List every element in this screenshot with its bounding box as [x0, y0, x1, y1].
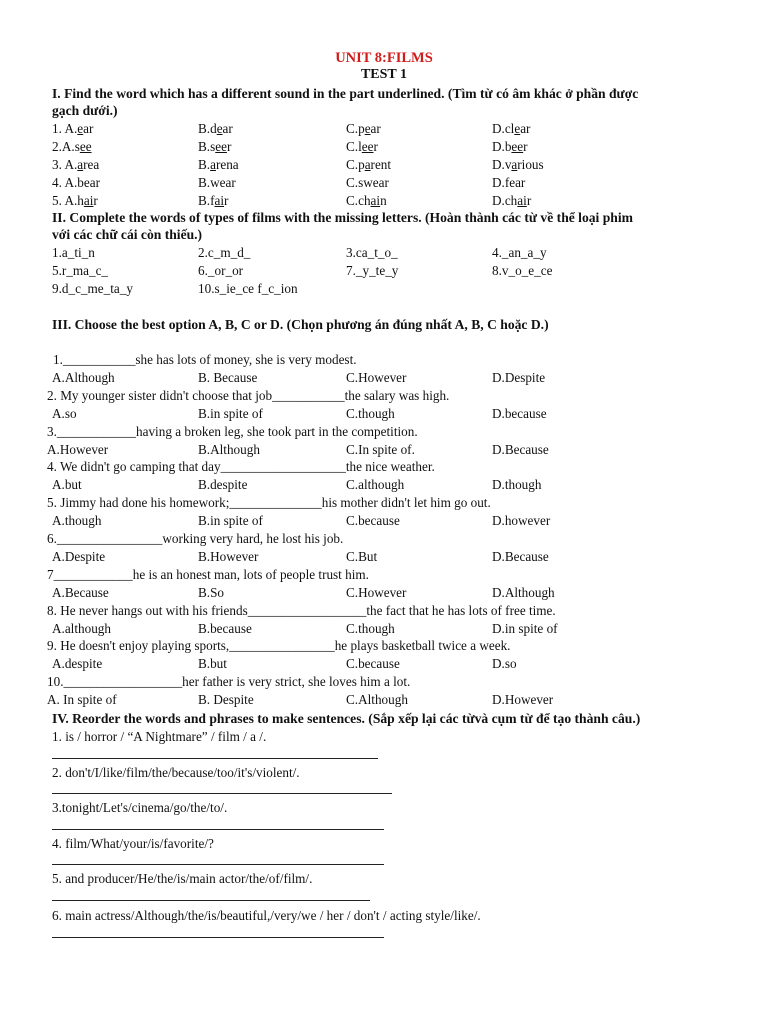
answer-line[interactable] — [52, 758, 378, 759]
answer-option: D.in spite of — [492, 621, 558, 636]
option-text: r — [226, 139, 232, 154]
section1-option — [198, 193, 228, 209]
answer-line[interactable] — [52, 864, 384, 865]
missing-letters-item: 2.c_m_d_ — [198, 245, 251, 260]
option-text: A. — [64, 157, 78, 172]
question-stem: 9. He doesn't enjoy playing sports,________________he plays basketball twice a week. — [47, 638, 511, 653]
question-stem: 1.___________she has lots of money, she is very modest. — [53, 352, 357, 367]
option-text: rent — [370, 157, 392, 172]
option-text: r — [526, 193, 532, 208]
option-text: C.swear — [346, 175, 389, 190]
section1-option — [52, 139, 92, 155]
missing-letters-item: 7._y_te_y — [346, 263, 399, 278]
option-text: C.p — [346, 121, 365, 136]
missing-letters-item: 6._or_or — [198, 263, 244, 278]
underlined-sound: e — [364, 121, 371, 136]
page-subtitle: TEST 1 — [360, 67, 408, 82]
answer-option: D.however — [492, 513, 551, 528]
underlined-sound: e — [216, 121, 223, 136]
answer-option: A.though — [52, 513, 102, 528]
underlined-sound: a — [77, 157, 84, 172]
missing-letters-item: 10.s_ie_ce f_c_ion — [198, 281, 298, 296]
underlined-sound: a — [511, 157, 518, 172]
answer-line[interactable] — [52, 900, 370, 901]
answer-line[interactable] — [52, 937, 384, 938]
option-text: r — [523, 139, 528, 154]
missing-letters-item: 9.d_c_me_ta_y — [52, 281, 133, 296]
reorder-item: 5. and producer/He/the/is/main actor/the/of/film/. — [52, 871, 313, 886]
question-stem: 7____________he is an honest man, lots of people trust him. — [47, 567, 369, 582]
question-stem: 6.________________working very hard, he lost his job. — [47, 531, 344, 546]
section1-option — [492, 139, 528, 155]
option-text: r — [224, 193, 229, 208]
underlined-sound: e — [514, 121, 521, 136]
answer-option: B.despite — [198, 477, 248, 492]
option-text: D.ch — [492, 193, 518, 208]
section2-heading-line1: II. Complete the words of types of films with the missing letters. (Hoàn thành các từ về thể loại phim — [52, 210, 633, 225]
answer-line[interactable] — [52, 829, 384, 830]
section1-option — [52, 175, 100, 191]
answer-option: A.Despite — [52, 549, 106, 564]
answer-option: A. In spite of — [47, 692, 117, 707]
answer-option: A.Because — [52, 585, 109, 600]
option-text: B.d — [198, 121, 217, 136]
option-text: r — [93, 193, 98, 208]
section1-option — [492, 193, 531, 209]
underlined-sound: ai — [83, 193, 94, 208]
answer-option: B.So — [198, 585, 225, 600]
option-text: B.s — [198, 139, 216, 154]
underlined-sound: ee — [361, 139, 374, 154]
answer-option: D.Because — [492, 549, 549, 564]
section1-option — [346, 175, 389, 191]
reorder-item: 1. is / horror / “A Nightmare” / film / a /. — [52, 729, 267, 744]
option-text: B. — [198, 157, 211, 172]
question-stem: 8. He never hangs out with his friends__________________the fact that he has lots of free time. — [47, 603, 556, 618]
option-text: rious — [517, 157, 544, 172]
question-number: 1. — [52, 121, 65, 136]
answer-option: B.but — [198, 656, 227, 671]
option-text: A.bear — [64, 175, 100, 190]
section1-heading-line2: gạch dưới.) — [52, 103, 118, 118]
option-text: D.cl — [492, 121, 515, 136]
section1-option — [198, 175, 236, 191]
answer-option: C.Although — [346, 692, 408, 707]
answer-option: A.but — [52, 477, 82, 492]
option-text: D.fear — [492, 175, 526, 190]
underlined-sound: ee — [215, 139, 227, 154]
answer-option: A.although — [52, 621, 111, 636]
answer-option: B. Because — [198, 370, 258, 385]
section1-option — [52, 193, 98, 209]
option-text: A. — [64, 121, 78, 136]
answer-option: C.In spite of. — [346, 442, 415, 457]
answer-option: B.in spite of — [198, 406, 263, 421]
question-number: 4. — [52, 175, 65, 190]
section1-option — [346, 139, 378, 155]
missing-letters-item: 1.a_ti_n — [52, 245, 95, 260]
underlined-sound: ee — [79, 139, 92, 154]
question-stem: 2. My younger sister didn't choose that job___________the salary was high. — [47, 388, 450, 403]
answer-option: D.because — [492, 406, 547, 421]
section1-option — [346, 193, 387, 209]
section1-option — [346, 157, 391, 173]
option-text: ar — [370, 121, 381, 136]
answer-option: D.though — [492, 477, 542, 492]
answer-option: A.so — [52, 406, 77, 421]
underlined-sound: a — [364, 157, 371, 172]
answer-option: B. Despite — [198, 692, 254, 707]
answer-option: D.so — [492, 656, 517, 671]
option-text: A.h — [64, 193, 84, 208]
section1-option — [198, 121, 233, 137]
answer-option: B.because — [198, 621, 252, 636]
question-number: 5. — [52, 193, 65, 208]
missing-letters-item: 3.ca_t_o_ — [346, 245, 398, 260]
question-number: 2. — [52, 139, 62, 154]
reorder-item: 3.tonight/Let's/cinema/go/the/to/. — [52, 800, 228, 815]
reorder-item: 2. don't/I/like/film/the/because/too/it's/violent/. — [52, 765, 300, 780]
answer-option: C.However — [346, 585, 407, 600]
answer-option: B.However — [198, 549, 259, 564]
underlined-sound: ai — [370, 193, 381, 208]
option-text: ar — [83, 121, 94, 136]
answer-option: D.Because — [492, 442, 549, 457]
answer-option: B.in spite of — [198, 513, 263, 528]
question-stem: 5. Jimmy had done his homework;______________his mother didn't let him go out. — [47, 495, 491, 510]
option-text: B.f — [198, 193, 215, 208]
missing-letters-item: 4._an_a_y — [492, 245, 547, 260]
section1-option — [492, 175, 525, 191]
section1-option — [198, 157, 239, 173]
underlined-sound: ai — [214, 193, 225, 208]
option-text: C.l — [346, 139, 362, 154]
answer-option: C.However — [346, 370, 407, 385]
option-text: r — [373, 139, 378, 154]
option-text: D.v — [492, 157, 512, 172]
answer-option: C.though — [346, 621, 395, 636]
option-text: ar — [520, 121, 531, 136]
section1-option — [52, 121, 93, 137]
section1-option — [346, 121, 381, 137]
option-text: D.b — [492, 139, 512, 154]
option-text: ar — [222, 121, 233, 136]
option-text: n — [380, 193, 387, 208]
underlined-sound: ee — [511, 139, 524, 154]
question-number: 3. — [52, 157, 65, 172]
answer-option: A.despite — [52, 656, 103, 671]
answer-option: D.Despite — [492, 370, 546, 385]
question-stem: 10.__________________her father is very strict, she loves him a lot. — [47, 674, 411, 689]
answer-option: D.However — [492, 692, 554, 707]
missing-letters-item: 5.r_ma_c_ — [52, 263, 109, 278]
answer-option: D.Although — [492, 585, 555, 600]
section1-heading-line1: I. Find the word which has a different sound in the part underlined. (Tìm từ có âm khác ở phần được — [52, 86, 639, 101]
page-title: UNIT 8:FILMS — [335, 50, 433, 66]
answer-line[interactable] — [52, 793, 392, 794]
option-text: rea — [83, 157, 100, 172]
answer-option: C.But — [346, 549, 378, 564]
option-text: C.p — [346, 157, 365, 172]
section1-option — [198, 139, 231, 155]
underlined-sound: ai — [517, 193, 527, 208]
section4-heading: IV. Reorder the words and phrases to make sentences. (Sắp xếp lại các từvà cụm từ để tạo thành câu.) — [52, 711, 641, 726]
answer-option: C.because — [346, 513, 400, 528]
question-stem: 4. We didn't go camping that day___________________the nice weather. — [47, 459, 435, 474]
underlined-sound: a — [210, 157, 216, 172]
answer-option: A.Although — [52, 370, 115, 385]
section2-heading-line2: với các chữ cái còn thiếu.) — [52, 227, 203, 242]
underlined-sound: e — [77, 121, 84, 136]
reorder-item: 4. film/What/your/is/favorite/? — [52, 836, 214, 851]
option-text: C.ch — [346, 193, 371, 208]
reorder-item: 6. main actress/Although/the/is/beautiful,/very/we / her / don't / acting style/like/. — [52, 908, 481, 923]
answer-option: C.though — [346, 406, 395, 421]
option-text: B.wear — [198, 175, 236, 190]
section1-option — [52, 157, 99, 173]
answer-option: C.because — [346, 656, 400, 671]
answer-option: A.However — [47, 442, 109, 457]
missing-letters-item: 8.v_o_e_ce — [492, 263, 553, 278]
answer-option: C.although — [346, 477, 405, 492]
question-stem: 3.____________having a broken leg, she took part in the competition. — [47, 424, 418, 439]
section1-option — [492, 157, 544, 173]
answer-option: B.Although — [198, 442, 260, 457]
section3-heading: III. Choose the best option A, B, C or D. (Chọn phương án đúng nhất A, B, C hoặc D.) — [52, 317, 549, 332]
section1-option — [492, 121, 530, 137]
option-text: rena — [215, 157, 239, 172]
option-text: A.s — [61, 139, 80, 154]
